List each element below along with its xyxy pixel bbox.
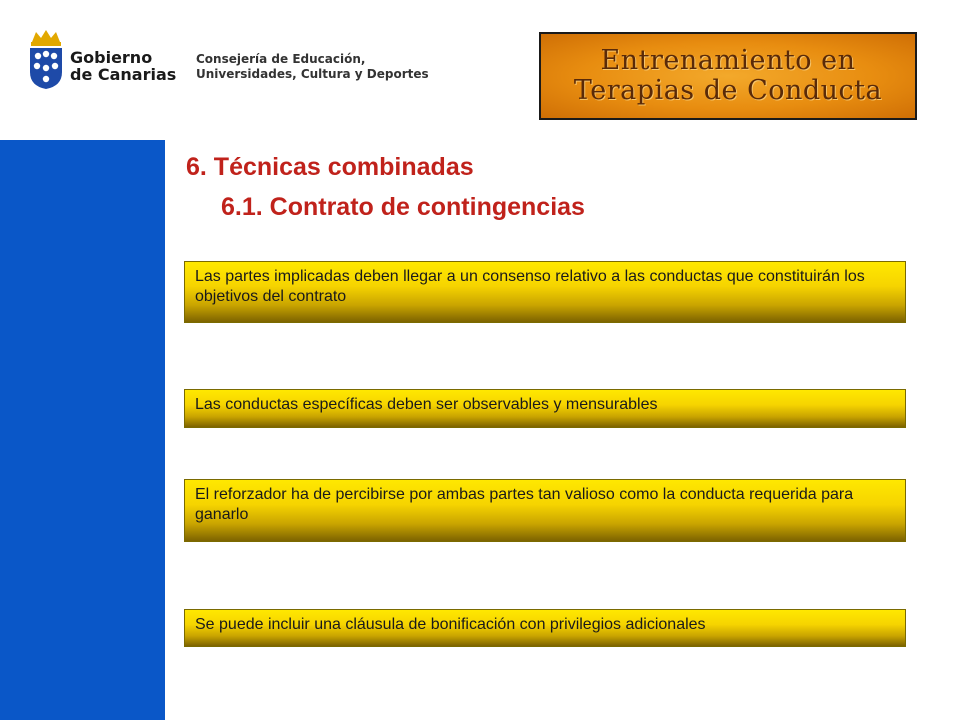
banner-line-1: Entrenamiento en [600,45,856,76]
crest-icon [26,28,66,90]
left-sidebar-bar [0,140,165,720]
department-name-line-1: Consejería de Educación, [196,52,366,66]
slide-subtitle: 6.1. Contrato de contingencias [221,193,585,221]
government-name-line-1: Gobierno [70,48,153,67]
government-name [70,49,176,83]
point-box-1: Las partes implicadas deben llegar a un consenso relativo a las conductas que constituirán los objetivos del contrato [184,261,906,323]
banner-line-2: Terapias de Conducta [573,75,883,106]
government-name-line-2: de Canarias [70,65,177,84]
point-box-4: Se puede incluir una cláusula de bonificación con privilegios adicionales [184,609,906,647]
department-name [196,52,429,82]
department-name-line-2: Universidades, Cultura y Deportes [196,67,429,81]
point-box-3: El reforzador ha de percibirse por ambas partes tan valioso como la conducta requerida para ganarlo [184,479,906,542]
course-banner [539,32,917,120]
point-box-2: Las conductas específicas deben ser observables y mensurables [184,389,906,428]
government-logo [26,28,429,108]
slide-title: 6. Técnicas combinadas [186,153,474,181]
